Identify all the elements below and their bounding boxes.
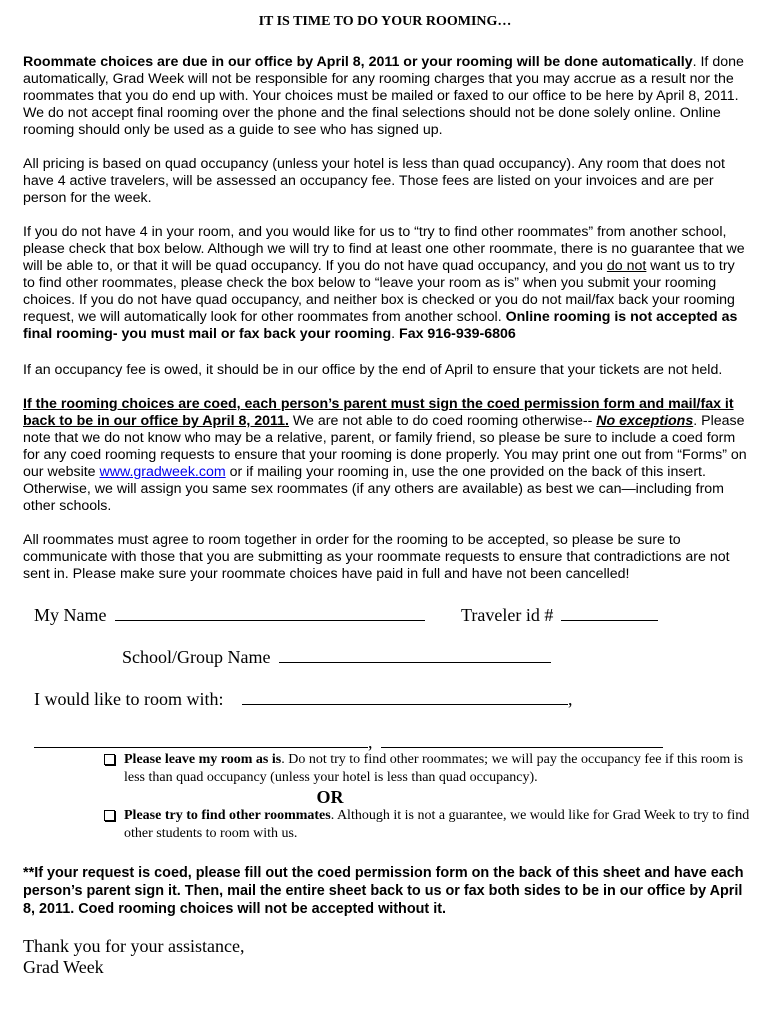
leave-room-checkbox[interactable]: [104, 754, 115, 765]
pricing-paragraph: All pricing is based on quad occupancy (unless your hotel is less than quad occupancy). Any room that does not have 4 active travelers, will be assessed an occupancy fee. Those fees are listed on your invoices and are per person for the week.: [23, 156, 725, 206]
find-roommates-label: Please try to find other roommates: [124, 808, 331, 823]
find-roommates-option: Please try to find other roommates. Although it is not a guarantee, we would like for Grad Week to try to find other students to room with us.: [104, 807, 752, 843]
leave-room-option: Please leave my room as is. Do not try to find other roommates; we will pay the occupancy fee if this room is less than quad occupancy (unless your hotel is less than quad occupancy).: [104, 751, 752, 787]
school-row: [122, 647, 551, 668]
do-not-emphasis: do not: [606, 258, 647, 274]
page-heading: IT IS TIME TO DO YOUR ROOMING…: [258, 14, 512, 29]
roommate-3-field[interactable]: [381, 732, 663, 748]
website-link[interactable]: www.gradweek.com: [99, 464, 226, 480]
find-roommates-checkbox[interactable]: [104, 810, 115, 821]
no-exceptions-label: No exceptions: [596, 413, 694, 429]
my-name-field[interactable]: [115, 605, 425, 621]
my-name-row: [34, 605, 425, 626]
deadline-paragraph: [23, 54, 747, 139]
closing-signature: Grad Week: [23, 957, 104, 977]
closing: [23, 936, 244, 978]
school-field[interactable]: [279, 647, 551, 663]
deadline-statement: Roommate choices are due in our office by April 8, 2011 or your rooming will be done automatically: [23, 54, 693, 70]
my-name-label: My Name: [34, 605, 107, 625]
agreement-paragraph: All roommates must agree to room together in order for the rooming to be accepted, so please be sure to communicate with those that you are submitting as your roommate requests to ensure that contradictions are not sent in. Please make sure your roommate choices have paid in full and have not been cancelled!: [23, 532, 730, 582]
roommate-2-field[interactable]: [34, 732, 368, 748]
leave-room-label: Please leave my room as is: [124, 752, 282, 767]
fax-number: Fax 916-939-6806: [399, 326, 516, 342]
coed-requirement: If the rooming choices are coed, each person’s parent must sign the coed permission form and mail/fax it back to be in our office by April 8, 2011.: [23, 396, 734, 429]
traveler-id-row: [461, 605, 658, 626]
coed-note: **If your request is coed, please fill out the coed permission form on the back of this sheet and have each person’s parent sign it. Then, mail the entire sheet back to us or fax both sides to be in our office by April 8, 2011. Coed rooming choices will not be accepted without it.: [23, 865, 744, 917]
online-rooming-warning: Online rooming is not accepted as final rooming- you must mail or fax back your rooming: [23, 309, 738, 342]
room-with-row: I would like to room with: ,: [34, 689, 573, 709]
room-with-row-2: ,: [34, 732, 663, 753]
or-divider: OR: [316, 787, 344, 807]
traveler-id-label: Traveler id #: [461, 605, 554, 625]
school-label: School/Group Name: [122, 647, 271, 667]
coed-policy-paragraph: If the rooming choices are coed, each person’s parent must sign the coed permission form and mail/fax it back to be in our office by April 8, 2011. We are not able to do coed rooming otherwise-- No exceptions. Please note that we do not know who may be a relative, parent, or family friend, so please be sure to include a coed form for any coed rooming requests to ensure that your rooming is done properly. You may print one out from “Forms” on our website www.gradweek.com or if mailing your rooming in, use the one provided on the back of this insert. Otherwise, we will assign you same sex roommates (if any others are available) as best we can—including from other schools.: [23, 396, 747, 514]
traveler-id-field[interactable]: [561, 605, 658, 621]
occupancy-fee-paragraph: If an occupancy fee is owed, it should be in our office by the end of April to ensure that your tickets are not held.: [23, 362, 723, 378]
room-with-label: I would like to room with:: [34, 689, 224, 709]
closing-thanks: Thank you for your assistance,: [23, 936, 245, 956]
roommate-1-field[interactable]: [242, 689, 568, 705]
deadline-details: . If done automatically, Grad Week will not be responsible for any rooming charges that you may accrue as a result nor the roommates that you do end up with. Your choices must be mailed or faxed to our office to be here by April 8, 2011. We do not accept final rooming over the phone and the final selections should not be done solely online. Online rooming should only be used as a guide to see who has signed up.: [23, 54, 744, 138]
roommate-policy-paragraph: If you do not have 4 in your room, and you would like for us to “try to find other roommates” from another school, please check that box below. Although we will try to find at least one other roommate, there is no guarantee that we will be able to, or that it will be quad occupancy. If you do not have quad occupancy, and you do not want us to try to find other roommates, please check the box below to “leave your room as is” when you submit your rooming choices. If you do not have quad occupancy, and neither box is checked or you do not mail/fax back your rooming request, we will automatically look for other roommates from another school. Online rooming is not accepted as final rooming- you must mail or fax back your rooming. Fax 916-939-6806: [23, 224, 745, 342]
